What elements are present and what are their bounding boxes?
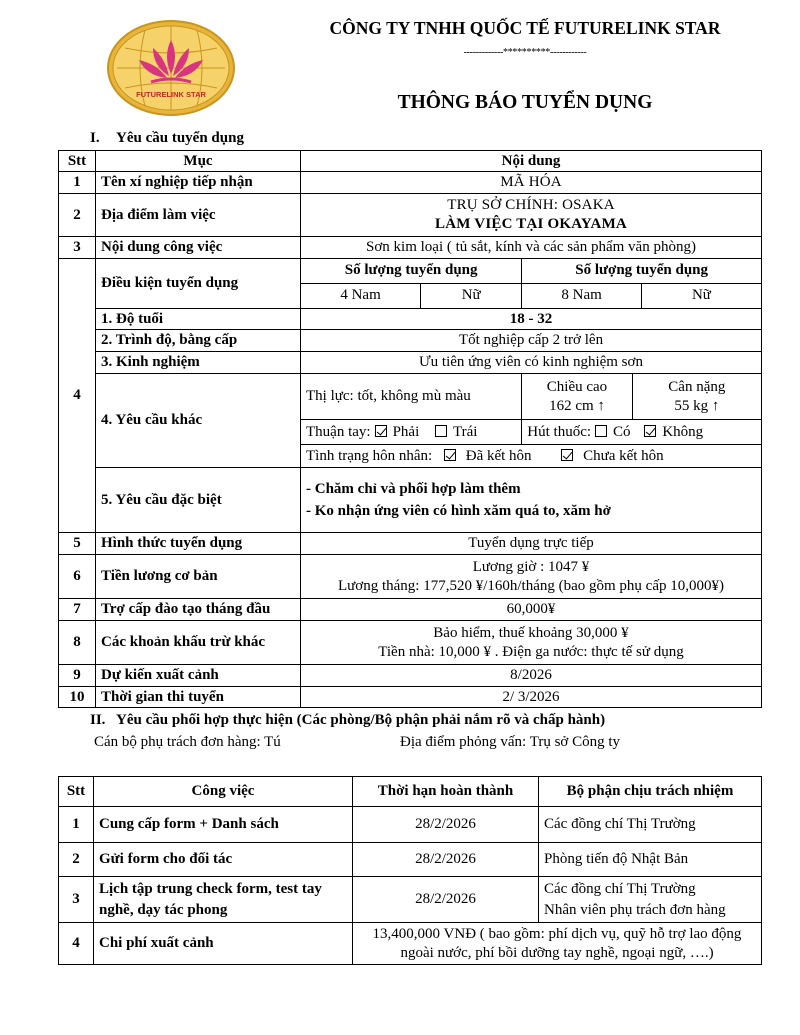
row-label: Trợ cấp đào tạo tháng đầu [96, 599, 301, 621]
department-line: Các đồng chí Thị Trường [544, 880, 696, 897]
row-value [301, 555, 762, 599]
row-label: Dự kiến xuất cảnh [96, 665, 301, 687]
section-2-number: II. [90, 712, 106, 728]
row-value: Sơn kim loại ( tủ sắt, kính và các sản phẩm văn phòng) [301, 237, 762, 259]
row-stt: 4 [59, 923, 94, 965]
marital-single: Chưa kết hôn [583, 447, 664, 464]
quantity-table [301, 259, 761, 308]
row-value: 60,000¥ [301, 599, 762, 621]
interview-location: Địa điểm phỏng vấn: Trụ sở Công ty [400, 734, 621, 750]
row-stt: 1 [59, 172, 96, 194]
header-separator: -------------**********------------ [463, 47, 587, 58]
hand-smoking-table [301, 420, 761, 444]
row-value: MÃ HÓA [301, 172, 762, 194]
row-department: Các đồng chí Thị Trường [539, 807, 762, 843]
height-label: Chiều cao [546, 378, 608, 395]
notice-title: THÔNG BÁO TUYỂN DỤNG [397, 92, 653, 113]
row-stt: 9 [59, 665, 96, 687]
vision-requirement: Thị lực: tốt, không mù màu [301, 374, 522, 419]
header-noidung: Nội dung [301, 151, 762, 172]
company-name: CÔNG TY TNHH QUỐC TẾ FUTURELINK STAR [329, 18, 721, 38]
row-label: Địa điểm làm việc [96, 194, 301, 237]
row-deadline: 28/2/2026 [353, 877, 539, 923]
table-row [59, 599, 762, 621]
weight-label: Cân nặng [668, 378, 726, 395]
special-requirement-item: - Chăm chỉ và phối hợp làm thêm [306, 481, 521, 497]
checked-box-icon [561, 449, 573, 461]
row-label: 2. Trình độ, bằng cấp [96, 330, 301, 352]
row-stt: 3 [59, 237, 96, 259]
row-value: Ưu tiên ứng viên có kinh nghiệm sơn [301, 352, 762, 374]
height-requirement [522, 374, 632, 419]
quantity-male-2: 8 Nam [522, 283, 642, 308]
smoking [522, 420, 761, 444]
table-row [59, 330, 762, 352]
section-2-title: Yêu cầu phối hợp thực hiện (Các phòng/Bộ phận phải nắm rõ và chấp hành) [116, 712, 606, 728]
table-row [59, 374, 762, 420]
row-label: 1. Độ tuổi [96, 309, 301, 330]
row-label: Hình thức tuyển dụng [96, 533, 301, 555]
deduction-insurance: Bảo hiểm, thuế khoảng 30,000 ¥ [433, 624, 629, 641]
marital-status [301, 445, 762, 468]
row-value [301, 194, 762, 237]
deduction-housing: Tiền nhà: 10,000 ¥ . Điện ga nước: thực tế sử dụng [378, 643, 684, 660]
row-stt: 8 [59, 621, 96, 665]
handedness-left: Trái [453, 423, 478, 440]
row-deadline: 28/2/2026 [353, 843, 539, 877]
row-value: 2/ 3/2026 [301, 687, 762, 708]
row-department [539, 877, 762, 923]
table-row [59, 352, 762, 374]
row-task: Cung cấp form + Danh sách [94, 807, 353, 843]
quantity-female-1: Nữ [421, 283, 522, 308]
row-stt: 1 [59, 807, 94, 843]
hand-smoking-cell [301, 420, 762, 445]
row-label: Các khoản khấu trừ khác [96, 621, 301, 665]
height-value: 162 cm ↑ [549, 397, 605, 414]
table-row [59, 309, 762, 330]
section-1-heading [90, 130, 244, 147]
checked-box-icon [375, 425, 387, 437]
quantity-header-1: Số lượng tuyển dụng [301, 259, 522, 283]
row-value: 18 - 32 [301, 309, 762, 330]
weight-requirement [632, 374, 761, 419]
row-task: Lịch tập trung check form, test tay nghề, dạy tác phong [94, 877, 353, 923]
table-row [59, 621, 762, 665]
hourly-wage: Lương giờ : 1047 ¥ [472, 558, 590, 575]
row-deadline: 28/2/2026 [353, 807, 539, 843]
smoking-no: Không [662, 423, 704, 440]
table-header-row [59, 777, 762, 807]
row-label: Nội dung công việc [96, 237, 301, 259]
workplace-hq: TRỤ SỞ CHÍNH: OSAKA [447, 197, 615, 213]
header-stt: Stt [59, 777, 94, 807]
vision-table [301, 374, 761, 419]
row-value: 8/2026 [301, 665, 762, 687]
section-1-title: Yêu cầu tuyển dụng [116, 130, 244, 146]
row-label: Tiền lương cơ bản [96, 555, 301, 599]
table-row [59, 237, 762, 259]
row-value [301, 621, 762, 665]
table-row [59, 665, 762, 687]
quantity-female-2: Nữ [641, 283, 761, 308]
table-row [59, 877, 762, 923]
row-task: Chi phí xuất cảnh [94, 923, 353, 965]
table-row [59, 194, 762, 237]
company-logo [105, 18, 237, 118]
row-label: 5. Yêu cầu đặc biệt [96, 468, 301, 533]
smoking-yes: Có [613, 423, 631, 440]
header-bophan: Bộ phận chịu trách nhiệm [539, 777, 762, 807]
row-value: Tốt nghiệp cấp 2 trở lên [301, 330, 762, 352]
row-label: 3. Kinh nghiệm [96, 352, 301, 374]
table-row [59, 533, 762, 555]
special-requirements [301, 468, 762, 533]
table-row [59, 687, 762, 708]
special-requirement-item: - Ko nhận ứng viên có hình xăm quá to, xăm hở [306, 503, 611, 519]
monthly-wage: Lương tháng: 177,520 ¥/160h/tháng (bao gồm phụ cấp 10,000¥) [337, 577, 724, 594]
row-stt: 5 [59, 533, 96, 555]
requirements-table [58, 150, 762, 708]
handedness [301, 420, 522, 444]
svg-text:FUTURELINK STAR: FUTURELINK STAR [136, 90, 206, 99]
table-row [59, 807, 762, 843]
row-department: Phòng tiến độ Nhật Bản [539, 843, 762, 877]
header-stt: Stt [59, 151, 96, 172]
row-stt: 4 [59, 259, 96, 533]
table-row [59, 843, 762, 877]
handedness-right: Phải [392, 423, 420, 440]
row-label: Điều kiện tuyển dụng [96, 259, 301, 309]
row-stt: 3 [59, 877, 94, 923]
row-value: Tuyển dụng trực tiếp [301, 533, 762, 555]
checked-box-icon [644, 425, 656, 437]
row-task: Gửi form cho đối tác [94, 843, 353, 877]
table-row [59, 923, 762, 965]
row-stt: 7 [59, 599, 96, 621]
marital-married: Đã kết hôn [465, 447, 532, 464]
workplace-location: LÀM VIỆC TẠI OKAYAMA [435, 216, 627, 232]
quantity-header-2: Số lượng tuyển dụng [522, 259, 761, 283]
quantity-cell [301, 259, 762, 309]
checked-box-icon [444, 449, 456, 461]
weight-value: 55 kg ↑ [674, 397, 720, 414]
section-2-heading [90, 712, 605, 729]
row-label: Tên xí nghiệp tiếp nhận [96, 172, 301, 194]
table-row [59, 259, 762, 309]
vision-height-weight-cell [301, 374, 762, 420]
header-thoihan: Thời hạn hoàn thành [353, 777, 539, 807]
row-label: 4. Yêu cầu khác [96, 374, 301, 468]
row-exit-cost: 13,400,000 VNĐ ( bao gồm: phí dịch vụ, quỹ hỗ trợ lao động ngoài nước, phí bồi dưỡng tay nghề, ngoại ngữ, ….) [353, 923, 762, 965]
handedness-label: Thuận tay: [306, 423, 371, 440]
header-muc: Mục [96, 151, 301, 172]
row-stt: 10 [59, 687, 96, 708]
marital-label: Tình trạng hôn nhân: [306, 447, 433, 464]
table-header-row [59, 151, 762, 172]
table-row [59, 172, 762, 194]
department-line: Nhân viên phụ trách đơn hàng [544, 901, 726, 918]
row-stt: 2 [59, 194, 96, 237]
order-manager: Cán bộ phụ trách đơn hàng: Tú [94, 734, 281, 750]
table-row [59, 468, 762, 533]
section-1-number: I. [90, 130, 100, 146]
header-congviec: Công việc [94, 777, 353, 807]
unchecked-box-icon [435, 425, 447, 437]
row-stt: 6 [59, 555, 96, 599]
row-stt: 2 [59, 843, 94, 877]
table-row [59, 555, 762, 599]
smoking-label: Hút thuốc: [527, 423, 592, 440]
coordination-table [58, 776, 762, 965]
unchecked-box-icon [595, 425, 607, 437]
row-label: Thời gian thi tuyển [96, 687, 301, 708]
quantity-male-1: 4 Nam [301, 283, 421, 308]
